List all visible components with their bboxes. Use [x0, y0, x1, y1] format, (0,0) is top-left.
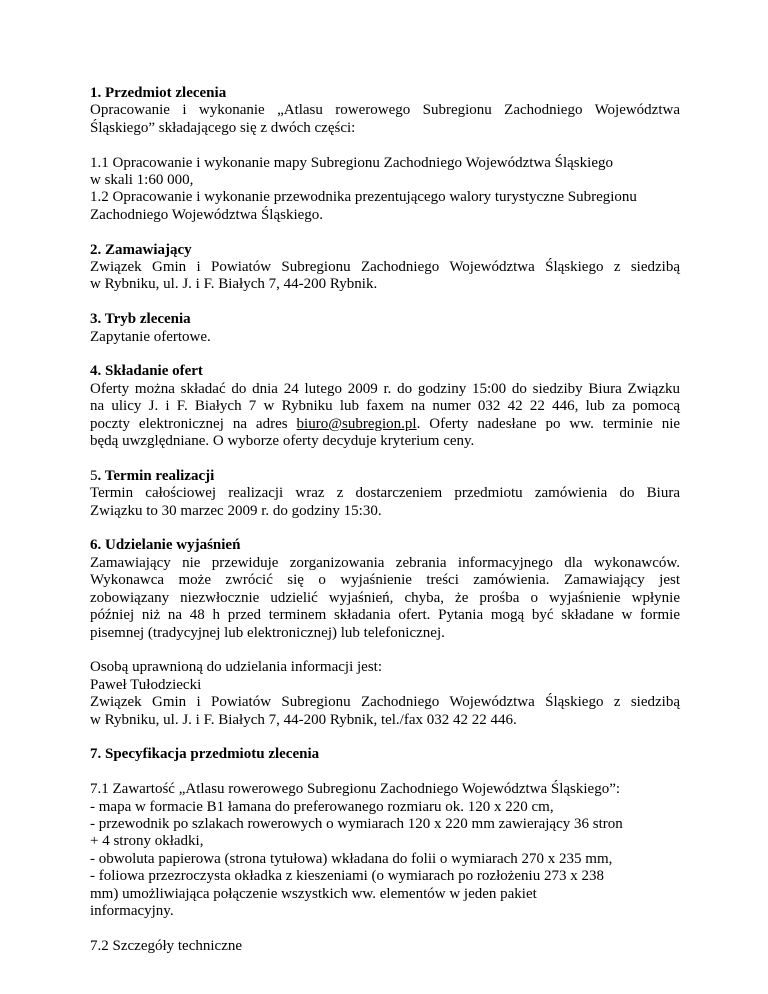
section-przedmiot-items — [90, 155, 680, 225]
paragraph-line: Zapytanie ofertowe. — [90, 328, 211, 345]
paragraph-line: Związek Gmin i Powiatów Subregionu Zachodniego Województwa Śląskiego z siedzibą — [90, 694, 680, 711]
paragraph-line: na ulicy J. i F. Białych 7 w Rybniku lub faxem na numer 032 42 22 446, lub za pomocą — [90, 398, 680, 415]
paragraph-line: w Rybniku, ul. J. i F. Białych 7, 44-200 Rybnik, tel./fax 032 42 22 446. — [90, 711, 517, 728]
paragraph-line: Śląskiego” składającego się z dwóch części: — [90, 119, 356, 136]
paragraph-line: pisemnej (tradycyjnej lub elektronicznej) lub telefonicznej. — [90, 624, 445, 641]
section-heading-text: . Termin realizacji — [97, 467, 215, 484]
paragraph-line: Oferty można składać do dnia 24 lutego 2009 r. do godziny 15:00 do siedziby Biura Związku — [90, 380, 680, 397]
list-item: - obwoluta papierowa (strona tytułowa) wkładana do folii o wymiarach 270 x 235 mm, — [90, 850, 613, 867]
list-item: - mapa w formacie B1 łamana do preferowanego rozmiaru ok. 120 x 220 cm, — [90, 798, 554, 815]
list-item: w skali 1:60 000, — [90, 172, 194, 189]
email-link[interactable]: biuro@subregion.pl — [296, 415, 417, 432]
section-specyfikacja — [90, 746, 680, 763]
list-item: informacyjny. — [90, 902, 174, 919]
section-contact-person — [90, 659, 680, 729]
paragraph-line: Wykonawca może zwrócić się o wyjaśnienie treści zamówienia. Zamawiający jest — [90, 572, 680, 589]
paragraph-line: w Rybniku, ul. J. i F. Białych 7, 44-200 Rybnik. — [90, 276, 378, 293]
list-item: - przewodnik po szlakach rowerowych o wymiarach 120 x 220 mm zawierający 36 stron — [90, 815, 623, 832]
paragraph-line: będą uwzględniane. O wyborze oferty decyduje kryterium ceny. — [90, 433, 475, 450]
list-item: Zachodniego Województwa Śląskiego. — [90, 206, 324, 223]
section-heading: 3. Tryb zlecenia — [90, 311, 191, 328]
list-item: 1.2 Opracowanie i wykonanie przewodnika prezentującego walory turystyczne Subregionu — [90, 189, 637, 206]
contact-name: Paweł Tułodziecki — [90, 676, 202, 693]
document-content — [90, 85, 680, 973]
list-item: + 4 strony okładki, — [90, 833, 204, 850]
section-number: 5 — [90, 467, 98, 484]
section-termin-realizacji — [90, 468, 680, 520]
paragraph-line: Związek Gmin i Powiatów Subregionu Zachodniego Województwa Śląskiego z siedzibą — [90, 259, 680, 276]
list-item: mm) umożliwiająca połączenie wszystkich ww. elementów w jeden pakiet — [90, 885, 537, 902]
section-heading: 1. Przedmiot zlecenia — [90, 85, 227, 101]
paragraph-line: zobowiązany niezwłocznie udzielić wyjaśnień, chyba, że prośba o wyjaśnienie wpłynie — [90, 589, 680, 606]
paragraph-line: później niż na 48 h przed terminem składania ofert. Pytania mogą być składane w formie — [90, 607, 680, 624]
section-heading: 2. Zamawiający — [90, 241, 192, 258]
paragraph-line: Osobą uprawnioną do udzielania informacji jest: — [90, 659, 382, 676]
section-heading: 4. Składanie ofert — [90, 363, 203, 380]
list-item: 1.1 Opracowanie i wykonanie mapy Subregionu Zachodniego Województwa Śląskiego — [90, 154, 613, 171]
section-udzielanie-wyjasnien — [90, 537, 680, 641]
paragraph-line: Związku to 30 marzec 2009 r. do godziny 15:30. — [90, 502, 382, 519]
paragraph-line — [90, 416, 680, 433]
list-item: - foliowa przezroczysta okładka z kieszeniami (o wymiarach po rozłożeniu 273 x 238 — [90, 868, 604, 885]
subsection-szczegoly — [90, 938, 680, 955]
section-tryb-zlecenia — [90, 311, 680, 346]
section-zamawiajacy — [90, 242, 680, 294]
section-przedmiot-zlecenia — [90, 85, 680, 137]
section-skladanie-ofert — [90, 363, 680, 450]
subsection-zawartosc — [90, 781, 680, 920]
section-heading: 7. Specyfikacja przedmiotu zlecenia — [90, 746, 320, 763]
list-item: 7.1 Zawartość „Atlasu rowerowego Subregionu Zachodniego Województwa Śląskiego”: — [90, 781, 621, 798]
paragraph-text: poczty elektronicznej na adres — [90, 415, 288, 432]
paragraph-line: Zamawiający nie przewiduje zorganizowania zebrania informacyjnego dla wykonawców. — [90, 554, 680, 571]
paragraph-line: Termin całościowej realizacji wraz z dostarczeniem przedmiotu zamówienia do Biura — [90, 485, 680, 502]
paragraph-text: . Oferty nadesłane po ww. terminie nie — [416, 415, 681, 432]
subsection-heading: 7.2 Szczegóły techniczne — [90, 937, 243, 954]
paragraph-line: Opracowanie i wykonanie „Atlasu rowerowego Subregionu Zachodniego Województwa — [90, 102, 680, 119]
section-heading — [90, 468, 680, 485]
section-heading: 6. Udzielanie wyjaśnień — [90, 537, 241, 554]
